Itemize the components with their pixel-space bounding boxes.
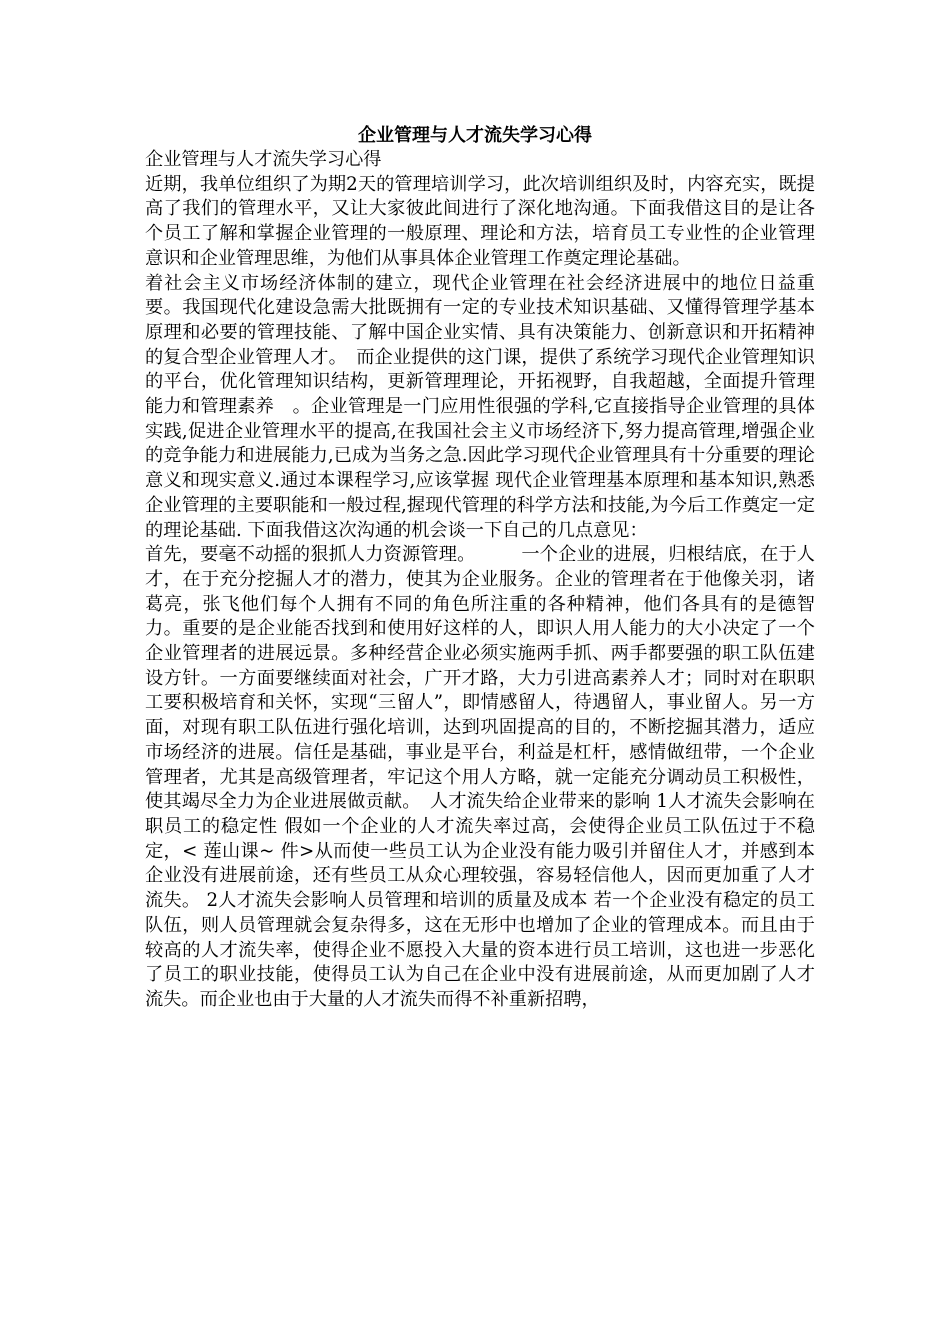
- document-body: [145, 148, 815, 1013]
- hr-management-paragraph: 首先，要毫不动摇的狠抓人力资源管理。 一个企业的进展，归根结底，在于人才，在于充分挖掘人才的潜力，使其为企业服务。企业的管理者在于他像关羽，诸葛亮，张飞他们每个人拥有不同的角色所注重的各种精神，他们各具有的是德智力。重要的是企业能否找到和使用好这样的人，即识人用人能力的大小决定了一个企业管理者的进展远景。多种经营企业必须实施两手抓、两手都要强的职工队伍建设方针。一方面要继续面对社会，广开才路，大力引进高素养人才；同时对在职职工要积极培育和关怀，实现“三留人”，即情感留人，待遇留人，事业留人。另一方面，对现有职工队伍进行强化培训，达到巩固提高的目的，不断挖掘其潜力，适应市场经济的进展。信任是基础，事业是平台，利益是杠杆，感情做纽带，一个企业管理者，尤其是高级管理者，牢记这个用人方略，就一定能充分调动员工积极性，使其竭尽全力为企业进展做贡献。 人才流失给企业带来的影响 1人才流失会影响在职员工的稳定性 假如一个企业的人才流失率过高，会使得企业员工队伍过于不稳定，< 莲山课~ 件>从而使一些员工认为企业没有能力吸引并留住人才，并感到本企业没有进展前途，还有些员工从众心理较强，容易轻信他人，因而更加重了人才流失。 2人才流失会影响人员管理和培训的质量及成本 若一个企业没有稳定的员工队伍，则人员管理就会复杂得多，这在无形中也增加了企业的管理成本。而且由于较高的人才流失率，使得企业不愿投入大量的资本进行员工培训，这也进一步恶化了员工的职业技能，使得员工认为自己在企业中没有进展前途，从而更加剧了人才流失。而企业也由于大量的人才流失而得不补重新招聘，: [145, 544, 815, 1010]
- document-title: 企业管理与人才流失学习心得: [358, 125, 592, 146]
- intro-paragraph: 近期，我单位组织了为期2天的管理培训学习，此次培训组织及时，内容充实，既提高了我们的管理水平，又让大家彼此间进行了深化地沟通。下面我借这目的是让各个员工了解和掌握企业管理的一般原理、理论和方法，培育员工专业性的企业管理意识和企业管理思维，为他们从事具体企业管理工作奠定理论基础。: [145, 173, 815, 269]
- context-paragraph: 着社会主义市场经济体制的建立，现代企业管理在社会经济进展中的地位日益重要。我国现代化建设急需大批既拥有一定的专业技术知识基础、又懂得管理学基本原理和必要的管理技能、了解中国企业实情、具有决策能力、创新意识和开拓精神的复合型企业管理人才。 而企业提供的这门课，提供了系统学习现代企业管理知识的平台，优化管理知识结构，更新管理理论，开拓视野，自我超越，全面提升管理能力和管理素养 。企业管理是一门应用性很强的学科,它直接指导企业管理的具体实践,促进企业管理水平的提高,在我国社会主义市场经济下,努力提高管理,增强企业的竞争能力和进展能力,已成为当务之急.因此学习现代企业管理具有十分重要的理论意义和现实意义.通过本课程学习,应该掌握 现代企业管理基本原理和基本知识,熟悉企业管理的主要职能和一般过程,握现代管理的科学方法和技能,为今后工作奠定一定的理论基础. 下面我借这次沟通的机会谈一下自己的几点意见：: [145, 272, 815, 541]
- subtitle-paragraph: 企业管理与人才流失学习心得: [145, 149, 382, 170]
